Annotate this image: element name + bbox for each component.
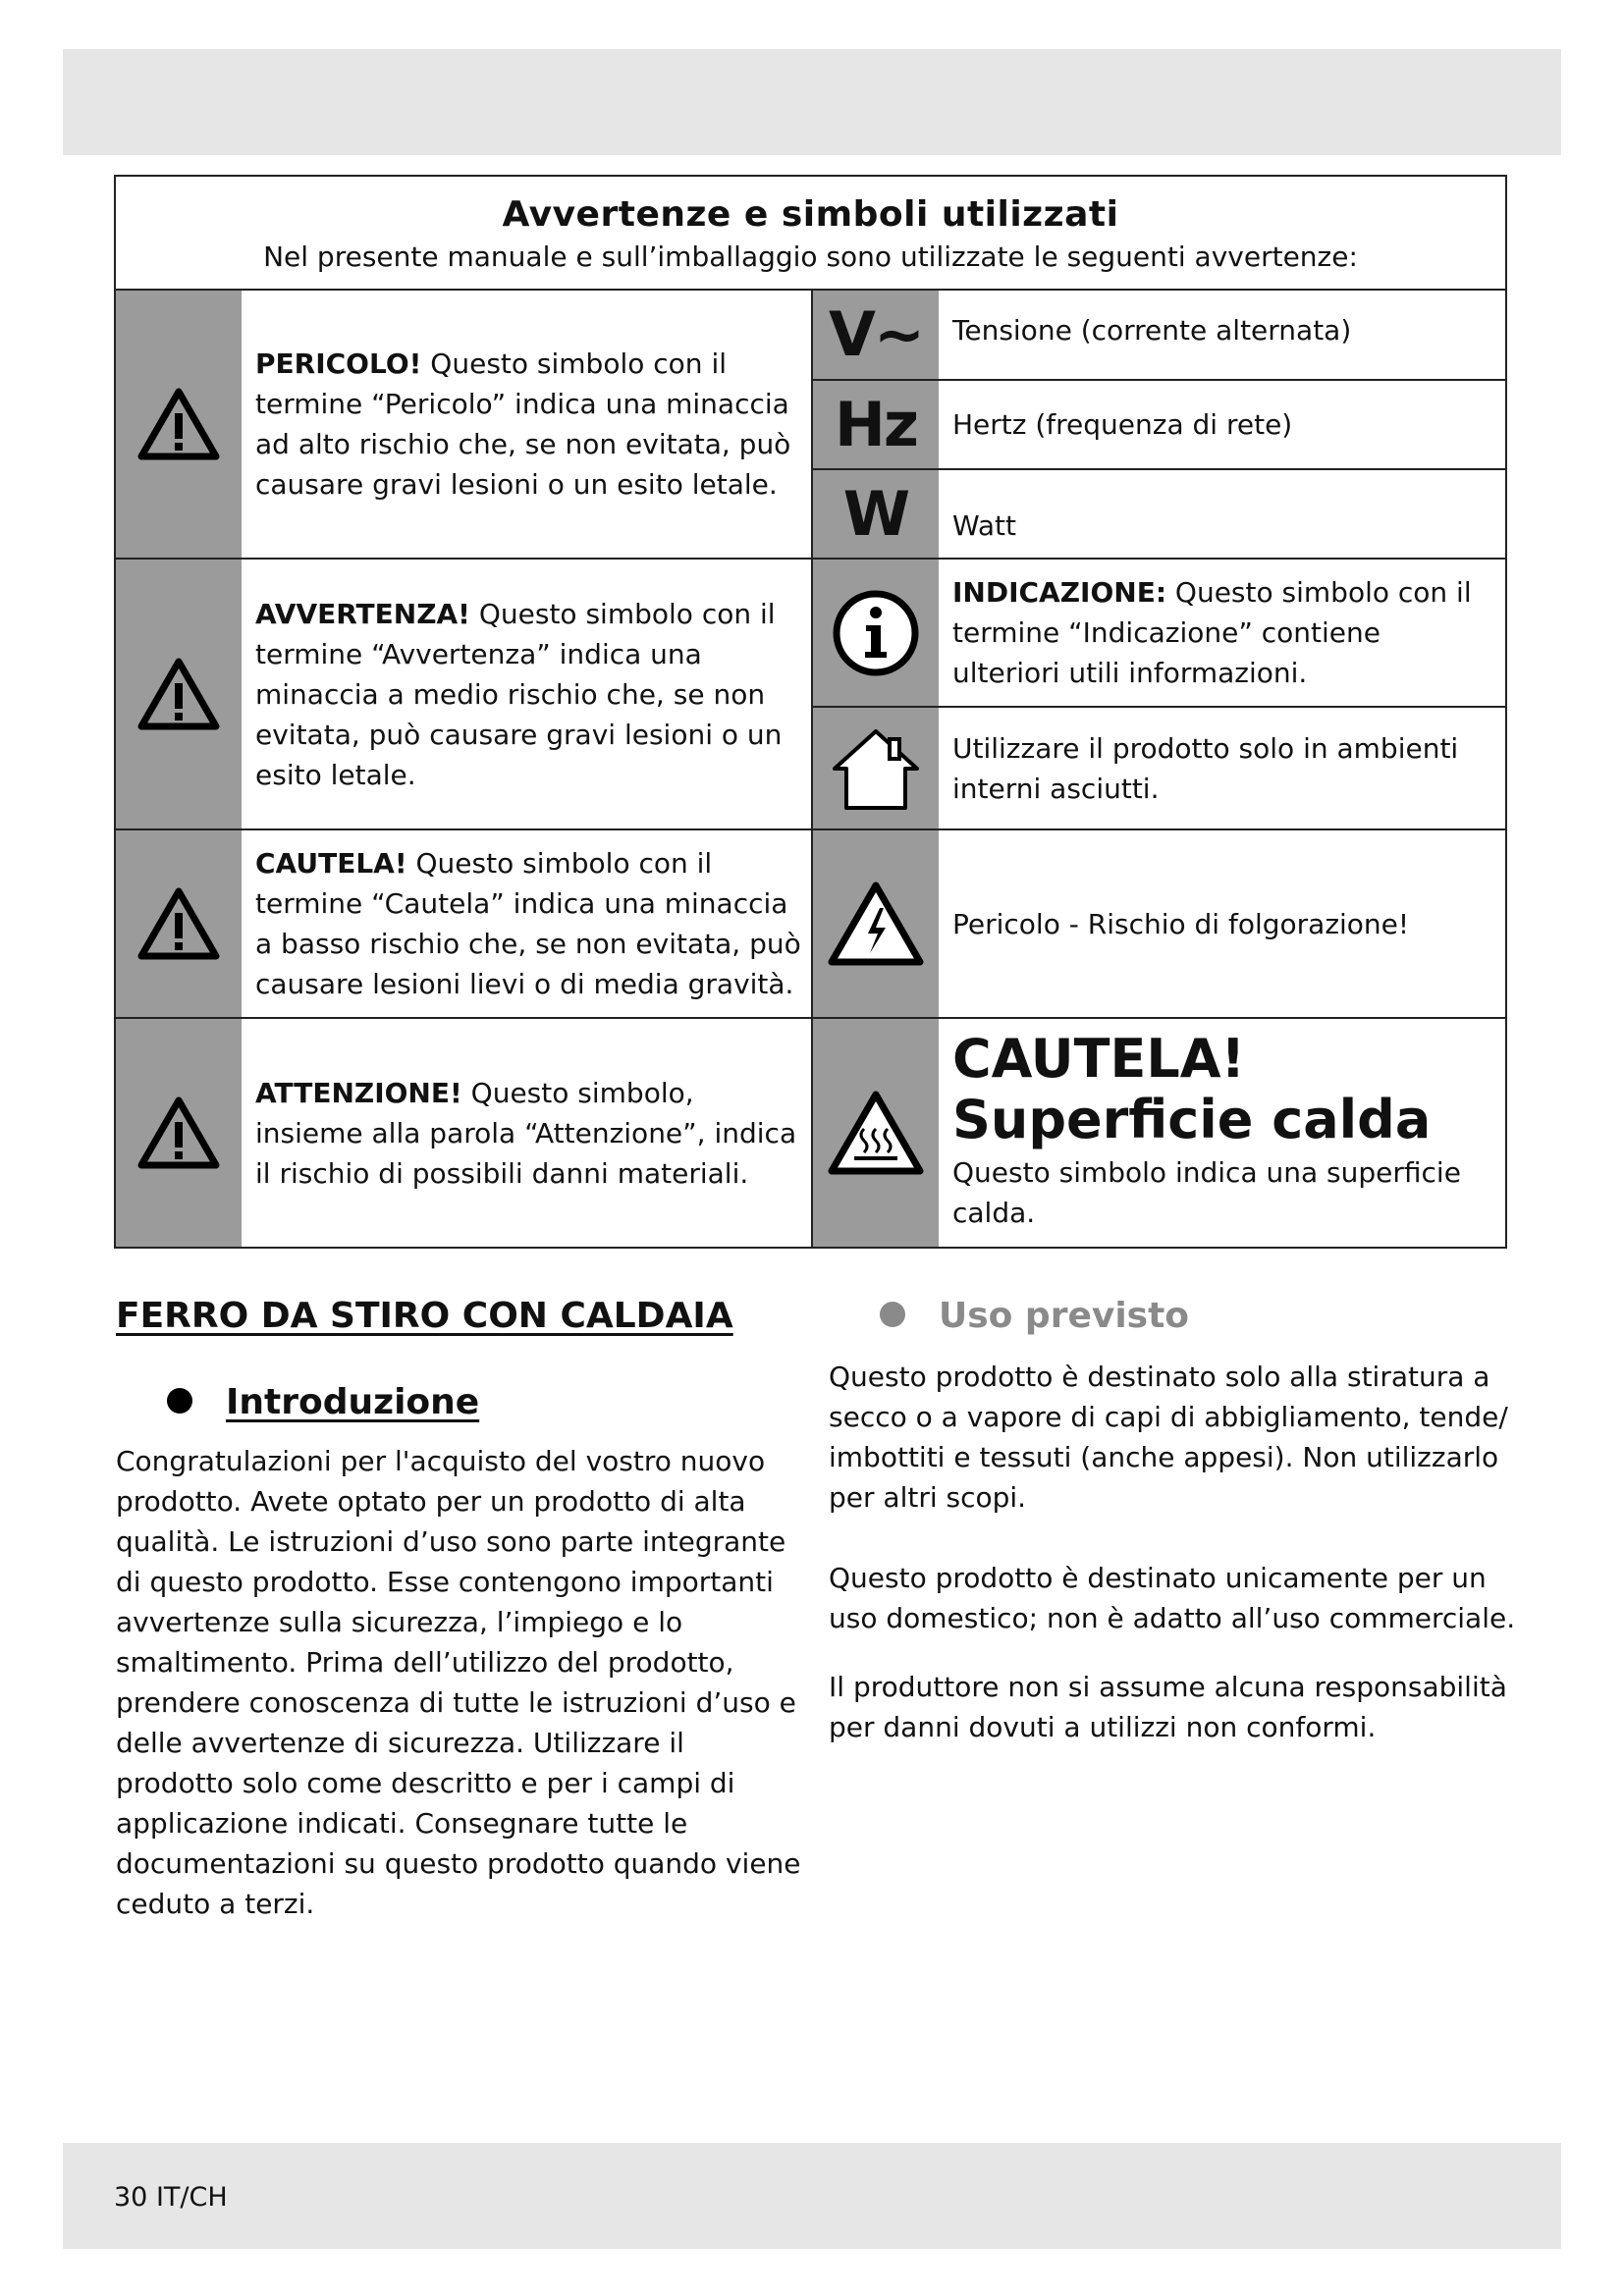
table-row-divider [116, 1017, 1505, 1019]
hot-surface-title-line2: Superficie calda [952, 1089, 1432, 1150]
hot-surface-icon-cell [813, 1019, 939, 1247]
watt-description [941, 470, 1505, 558]
info-circle-icon [832, 589, 920, 677]
hot-surface-description [941, 1019, 1505, 1247]
hot-surface-title-line1: CAUTELA! [952, 1028, 1246, 1090]
bullet-icon [880, 1302, 905, 1327]
voltage-text: Tensione (corrente alternata) [952, 314, 1352, 347]
danger-text: Questo simbolo con il termine “Pericolo” indica una minaccia ad alto rischio che, se non evitata, può causare gravi lesioni o un esito letale. [255, 347, 791, 501]
info-text: Questo simbolo con il termine “Indicazione” contiene ulteriori utili informazioni. [952, 576, 1472, 689]
page-number: 30 IT/CH [114, 2182, 228, 2213]
caution-text: Questo simbolo con il termine “Cautela” indica una minaccia a basso rischio che, se non evitata, può causare lesioni lievi o di media gravità. [255, 847, 801, 1000]
table-row-divider [813, 379, 1505, 381]
warning-triangle-icon [137, 1096, 220, 1169]
warning-triangle-icon [137, 887, 220, 960]
hertz-text: Hertz (frequenza di rete) [952, 408, 1293, 441]
table-row-divider [813, 706, 1505, 708]
caution-icon-cell [116, 830, 242, 1017]
symbols-table [114, 175, 1507, 1249]
attention-text: Questo simbolo, insieme alla parola “Attenzione”, indica il rischio di possibili danni materiali. [255, 1076, 797, 1190]
indoor-description [941, 708, 1505, 828]
warning-icon-cell [116, 560, 242, 828]
hertz-symbol: Hz [835, 388, 917, 460]
bullet-icon [167, 1388, 192, 1414]
caution-label: CAUTELA! [255, 847, 407, 880]
intro-paragraph: Congratulazioni per l'acquisto del vostro nuovo prodotto. Avete optato per un prodotto di alta qualità. Le istruzioni d’uso sono parte integrante di questo prodotto. Esse contengono importanti avvertenze sulla sicurezza, l’impiego e lo smaltimento. Prima dell’utilizzo del prodotto, prendere conoscenza di tutte le istruzioni d’uso e delle avvertenze di sicurezza. Utilizzare il prodotto solo come descritto e per i campi di applicazione indicati. Consegnare tutte le documentazioni su questo prodotto quando viene ceduto a terzi. [116, 1445, 801, 1920]
hertz-symbol-cell [813, 381, 939, 468]
section-title: FERRO DA STIRO CON CALDAIA [116, 1296, 733, 1336]
shock-icon-cell [813, 830, 939, 1017]
hot-surface-icon [827, 1090, 925, 1176]
table-center-divider [811, 289, 813, 1247]
info-description [941, 560, 1505, 706]
attention-description [244, 1019, 811, 1247]
voltage-symbol-cell [813, 291, 939, 379]
hot-surface-text: Questo simbolo indica una superficie calda. [952, 1156, 1461, 1229]
warning-text: Questo simbolo con il termine “Avvertenza” indica una minaccia a medio rischio che, se non evitata, può causare gravi lesioni o un esito letale. [255, 597, 783, 791]
watt-text: Watt [952, 509, 1017, 542]
intro-heading [167, 1382, 479, 1422]
warning-triangle-icon [137, 658, 220, 730]
symbols-table-subtitle: Nel presente manuale e sull’imballaggio sono utilizzate le seguenti avvertenze: [263, 240, 1358, 273]
page-header-bar [63, 49, 1561, 155]
use-paragraph-3: Il produttore non si assume alcuna responsabilità per danni dovuti a utilizzi non conformi. [829, 1671, 1507, 1743]
info-icon-cell [813, 560, 939, 706]
warning-description [244, 560, 811, 828]
intro-heading-text: Introduzione [226, 1382, 480, 1422]
use-paragraph-2: Questo prodotto è destinato unicamente per un uso domestico; non è adatto all’uso commerciale. [829, 1562, 1516, 1634]
watt-symbol: W [842, 477, 909, 550]
table-row-divider [116, 558, 1505, 560]
danger-description [244, 291, 811, 558]
hertz-description [941, 381, 1505, 468]
use-heading [880, 1296, 1189, 1336]
house-icon-cell [813, 708, 939, 828]
caution-description [244, 830, 811, 1017]
electric-shock-icon [827, 881, 925, 967]
use-heading-text: Uso previsto [939, 1296, 1190, 1336]
warning-triangle-icon [137, 388, 220, 460]
symbols-table-header [116, 177, 1505, 291]
voltage-symbol: V~ [829, 298, 923, 370]
attention-icon-cell [116, 1019, 242, 1247]
warning-label: AVVERTENZA! [255, 597, 470, 630]
indoor-text: Utilizzare il prodotto solo in ambienti interni asciutti. [952, 731, 1459, 805]
attention-label: ATTENZIONE! [255, 1076, 462, 1109]
voltage-description [941, 291, 1505, 379]
table-row-divider [116, 828, 1505, 830]
page-footer-bar [63, 2143, 1561, 2249]
danger-icon-cell [116, 291, 242, 558]
info-label: INDICAZIONE: [952, 576, 1167, 609]
symbols-table-title: Avvertenze e simboli utilizzati [502, 194, 1119, 235]
use-paragraph-1: Questo prodotto è destinato solo alla stiratura a secco o a vapore di capi di abbigliamento, tende/ imbottiti e tessuti (anche appesi). Non utilizzarlo per altri scopi. [829, 1361, 1508, 1514]
watt-symbol-cell [813, 470, 939, 558]
shock-description [941, 830, 1505, 1017]
house-icon [829, 725, 923, 812]
danger-label: PERICOLO! [255, 347, 422, 380]
table-row-divider [813, 468, 1505, 470]
shock-text: Pericolo - Rischio di folgorazione! [952, 907, 1410, 940]
